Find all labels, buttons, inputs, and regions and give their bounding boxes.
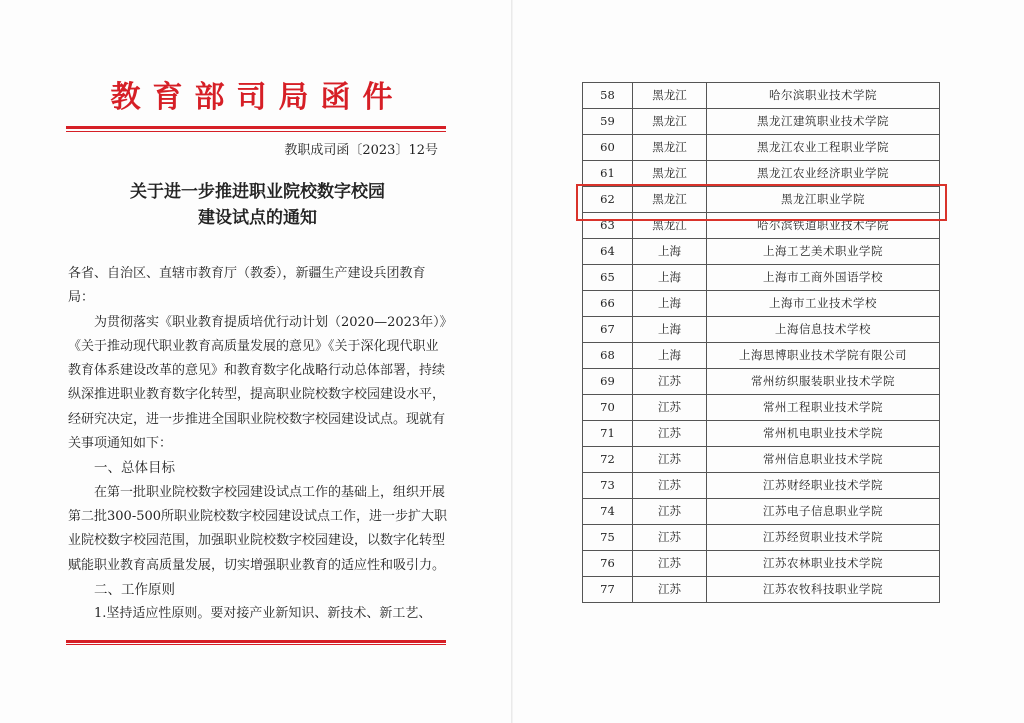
table-row — [583, 525, 940, 551]
school-name-cell: 上海思博职业技术学院有限公司 — [707, 343, 940, 369]
table-row — [583, 239, 940, 265]
row-number-cell: 74 — [583, 499, 633, 525]
school-list-table — [582, 82, 940, 603]
table-row — [583, 473, 940, 499]
table-row — [583, 577, 940, 603]
province-cell: 上海 — [633, 343, 707, 369]
table-row — [583, 551, 940, 577]
province-cell: 上海 — [633, 291, 707, 317]
province-cell: 江苏 — [633, 421, 707, 447]
school-name-cell: 上海信息技术学校 — [707, 317, 940, 343]
school-name-cell: 黑龙江职业学院 — [707, 187, 940, 213]
table-row — [583, 265, 940, 291]
school-name-cell: 江苏农牧科技职业学院 — [707, 577, 940, 603]
footer-red-rule-thin — [66, 644, 446, 645]
school-name-cell: 上海市工商外国语学校 — [707, 265, 940, 291]
row-number-cell: 67 — [583, 317, 633, 343]
school-name-cell: 常州纺织服装职业技术学院 — [707, 369, 940, 395]
table-row — [583, 499, 940, 525]
row-number-cell: 72 — [583, 447, 633, 473]
section-heading-principles: 二、工作原则 — [94, 581, 175, 598]
table-row — [583, 317, 940, 343]
document-number: 教职成司函〔2023〕12号 — [284, 143, 438, 158]
row-number-cell: 69 — [583, 369, 633, 395]
school-name-cell: 上海工艺美术职业学院 — [707, 239, 940, 265]
table-row — [583, 447, 940, 473]
highlighted-row-box — [576, 184, 947, 221]
paragraph-principle-1: 1.坚持适应性原则。要对接产业新知识、新技术、新工艺、 — [94, 606, 432, 622]
school-name-cell: 黑龙江农业工程职业学院 — [707, 135, 940, 161]
row-number-cell: 65 — [583, 265, 633, 291]
paragraph-goals: 在第一批职业院校数字校园建设试点工作的基础上，组织开展第二批300-500所职业院校数字校园建设试点工作，进一步扩大职业院校数字校园范围，加强职业院校数字校园建设，以数字化转型赋能职业教育高质量发展，切实增强职业教育的适应性和吸引力。 — [68, 484, 448, 573]
masthead-title: 教育部司局函件 — [110, 80, 405, 115]
school-name-cell: 江苏经贸职业技术学院 — [707, 525, 940, 551]
province-cell: 江苏 — [633, 499, 707, 525]
row-number-cell: 68 — [583, 343, 633, 369]
row-number-cell: 70 — [583, 395, 633, 421]
table-row — [583, 109, 940, 135]
row-number-cell: 76 — [583, 551, 633, 577]
province-cell: 黑龙江 — [633, 135, 707, 161]
province-cell: 江苏 — [633, 473, 707, 499]
footer-red-rule — [66, 640, 446, 643]
row-number-cell: 59 — [583, 109, 633, 135]
row-number-cell: 77 — [583, 577, 633, 603]
school-name-cell: 常州信息职业技术学院 — [707, 447, 940, 473]
row-number-cell: 63 — [583, 213, 633, 239]
province-cell: 江苏 — [633, 369, 707, 395]
table-row — [583, 135, 940, 161]
notice-title-line1: 关于进一步推进职业院校数字校园 — [130, 182, 385, 202]
row-number-cell: 75 — [583, 525, 633, 551]
province-cell: 黑龙江 — [633, 83, 707, 109]
page-fold-divider — [511, 0, 513, 723]
school-name-cell: 哈尔滨铁道职业技术学院 — [707, 213, 940, 239]
province-cell: 黑龙江 — [633, 109, 707, 135]
table-row — [583, 83, 940, 109]
row-number-cell: 61 — [583, 161, 633, 187]
masthead-red-rule-thin — [66, 131, 446, 132]
school-name-cell: 哈尔滨职业技术学院 — [707, 83, 940, 109]
addressee: 各省、自治区、直辖市教育厅（教委），新疆生产建设兵团教育局： — [68, 266, 426, 306]
school-name-cell: 上海市工业技术学校 — [707, 291, 940, 317]
row-number-cell: 64 — [583, 239, 633, 265]
row-number-cell: 62 — [583, 187, 633, 213]
row-number-cell: 58 — [583, 83, 633, 109]
masthead-red-rule — [66, 126, 446, 129]
row-number-cell: 60 — [583, 135, 633, 161]
row-number-cell: 71 — [583, 421, 633, 447]
school-name-cell: 江苏电子信息职业学院 — [707, 499, 940, 525]
school-name-cell: 常州工程职业技术学院 — [707, 395, 940, 421]
province-cell: 江苏 — [633, 395, 707, 421]
province-cell: 上海 — [633, 265, 707, 291]
table-row — [583, 395, 940, 421]
notice-body — [68, 262, 448, 626]
province-cell: 黑龙江 — [633, 187, 707, 213]
table-row — [583, 291, 940, 317]
row-number-cell: 73 — [583, 473, 633, 499]
table-row — [583, 369, 940, 395]
table-row — [583, 343, 940, 369]
paragraph-intro: 为贯彻落实《职业教育提质培优行动计划（2020—2023年）》《关于推动现代职业教育高质量发展的意见》《关于深化现代职业教育体系建设改革的意见》和教育数字化战略行动总体部署，持续纵深推进职业教育数字化转型，提高职业院校数字校园建设水平，经研究决定，进一步推进全国职业院校数字校园建设试点。现就有关事项通知如下： — [68, 314, 447, 452]
province-cell: 上海 — [633, 317, 707, 343]
table-row — [583, 421, 940, 447]
province-cell: 江苏 — [633, 525, 707, 551]
section-heading-goals: 一、总体目标 — [94, 460, 175, 477]
province-cell: 黑龙江 — [633, 213, 707, 239]
table-row — [583, 161, 940, 187]
province-cell: 江苏 — [633, 447, 707, 473]
row-number-cell: 66 — [583, 291, 633, 317]
province-cell: 上海 — [633, 239, 707, 265]
school-name-cell: 常州机电职业技术学院 — [707, 421, 940, 447]
notice-title-line2: 建设试点的通知 — [198, 208, 317, 228]
school-name-cell: 黑龙江建筑职业技术学院 — [707, 109, 940, 135]
province-cell: 江苏 — [633, 577, 707, 603]
school-name-cell: 黑龙江农业经济职业学院 — [707, 161, 940, 187]
province-cell: 江苏 — [633, 551, 707, 577]
school-name-cell: 江苏农林职业技术学院 — [707, 551, 940, 577]
school-name-cell: 江苏财经职业技术学院 — [707, 473, 940, 499]
province-cell: 黑龙江 — [633, 161, 707, 187]
